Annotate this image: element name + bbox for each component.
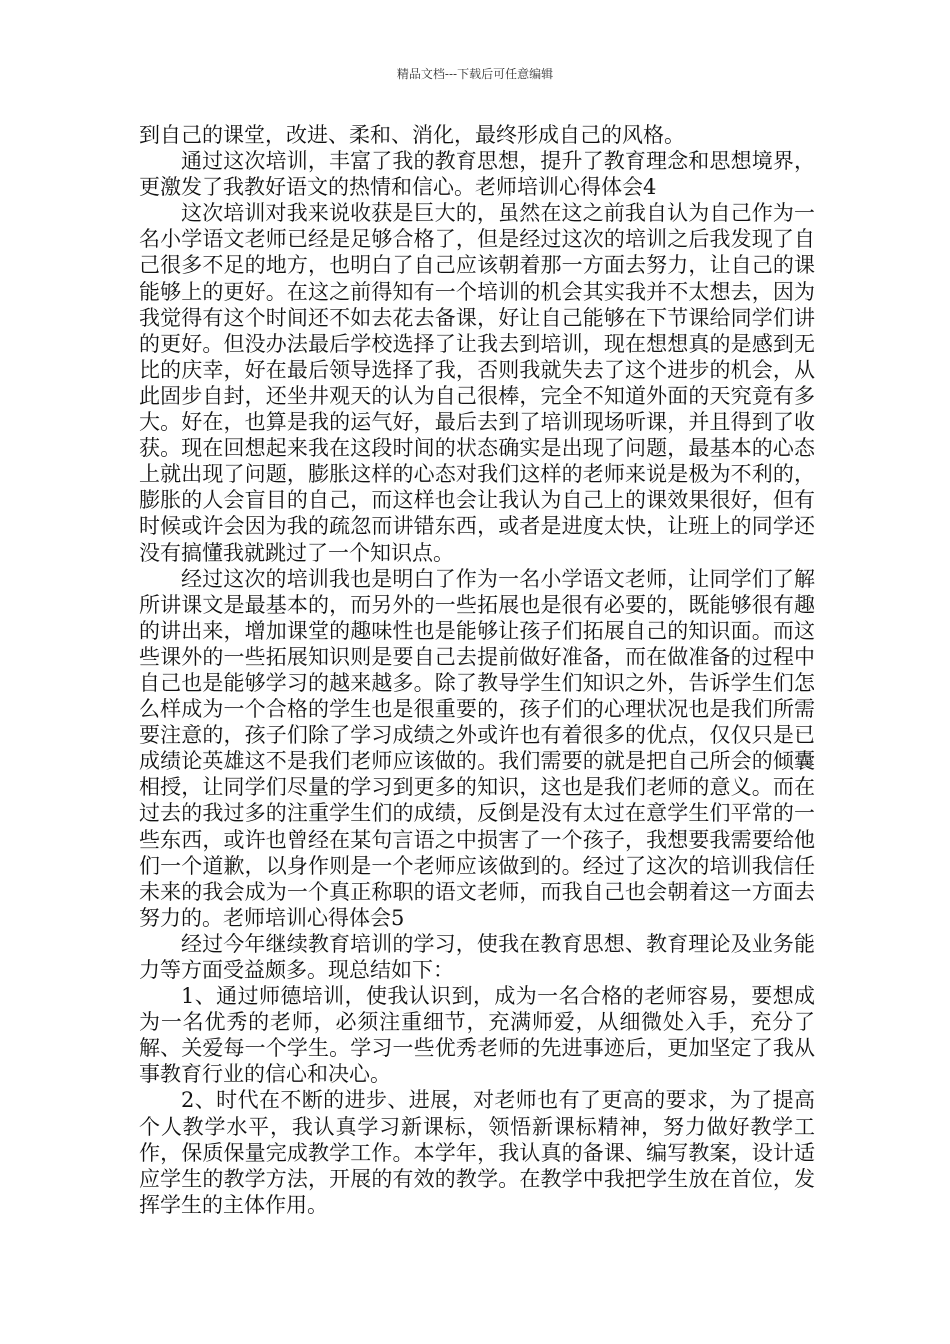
paragraph-7: 2、时代在不断的进步、进展，对老师也有了更高的要求，为了提高个人教学水平，我认真学习新课标，领悟新课标精神，努力做好教学工作，保质保量完成教学工作。本学年，我认真的备课、编写教案，设计适应学生的教学方法，开展的有效的教学。在教学中我把学生放在首位，发挥学生的主体作用。 xyxy=(139,1088,815,1217)
paragraph-2: 通过这次培训，丰富了我的教育思想，提升了教育理念和思想境界，更激发了我教好语文的热情和信心。老师培训心得体会4 xyxy=(139,149,815,200)
paragraph-3: 这次培训对我来说收获是巨大的，虽然在这之前我自认为自己作为一名小学语文老师已经是足够合格了，但是经过这次的培训之后我发现了自己很多不足的地方，也明白了自己应该朝着那一方面去努力，让自己的课能够上的更好。在这之前得知有一个培训的机会其实我并不太想去，因为我觉得有这个时间还不如去花去备课，好让自己能够在下节课给同学们讲的更好。但没办法最后学校选择了让我去到培训，现在想想真的是感到无比的庆幸，好在最后领导选择了我，否则我就失去了这个进步的机会，从此固步自封，还坐井观天的认为自己很棒，完全不知道外面的天究竟有多大。好在，也算是我的运气好，最后去到了培训现场听课，并且得到了收获。现在回想起来我在这段时间的状态确实是出现了问题，最基本的心态上就出现了问题，膨胀这样的心态对我们这样的老师来说是极为不利的，膨胀的人会盲目的自己，而这样也会让我认为自己上的课效果很好，但有时候或许会因为我的疏忽而讲错东西，或者是进度太快，让班上的同学还没有搞懂我就跳过了一个知识点。 xyxy=(139,201,815,565)
paragraph-4: 经过这次的培训我也是明白了作为一名小学语文老师，让同学们了解所讲课文是最基本的，而另外的一些拓展也是很有必要的，既能够很有趣的讲出来，增加课堂的趣味性也是能够让孩子们拓展自己的知识面。而这些课外的一些拓展知识则是要自己去提前做好准备，而在做准备的过程中自己也是能够学习的越来越多。除了教导学生们知识之外，告诉学生们怎么样成为一个合格的学生也是很重要的，孩子们的心理状况也是我们所需要注意的，孩子们除了学习成绩之外或许也有着很多的优点，仅仅只是已成绩论英雄这不是我们老师应该做的。我们需要的就是把自己所会的倾囊相授，让同学们尽量的学习到更多的知识，这也是我们老师的意义。而在过去的我过多的注重学生们的成绩，反倒是没有太过在意学生们平常的一些东西，或许也曾经在某句言语之中损害了一个孩子，我想要我需要给他们一个道歉，以身作则是一个老师应该做到的。经过了这次的培训我信任未来的我会成为一个真正称职的语文老师，而我自己也会朝着这一方面去努力的。老师培训心得体会5 xyxy=(139,566,815,930)
paragraph-1: 到自己的课堂，改进、柔和、消化，最终形成自己的风格。 xyxy=(139,123,685,147)
page-header: 精品文档---下载后可任意编辑 xyxy=(396,67,554,81)
document-body xyxy=(139,122,815,1218)
paragraph-6: 1、通过师德培训，使我认识到，成为一名合格的老师容易，要想成为一名优秀的老师，必须注重细节，充满师爱，从细微处入手，充分了解、关爱每一个学生。学习一些优秀老师的先进事迹后，更加坚定了我从事教育行业的信心和决心。 xyxy=(139,984,815,1087)
paragraph-5: 经过今年继续教育培训的学习，使我在教育思想、教育理论及业务能力等方面受益颇多。现总结如下： xyxy=(139,931,815,982)
